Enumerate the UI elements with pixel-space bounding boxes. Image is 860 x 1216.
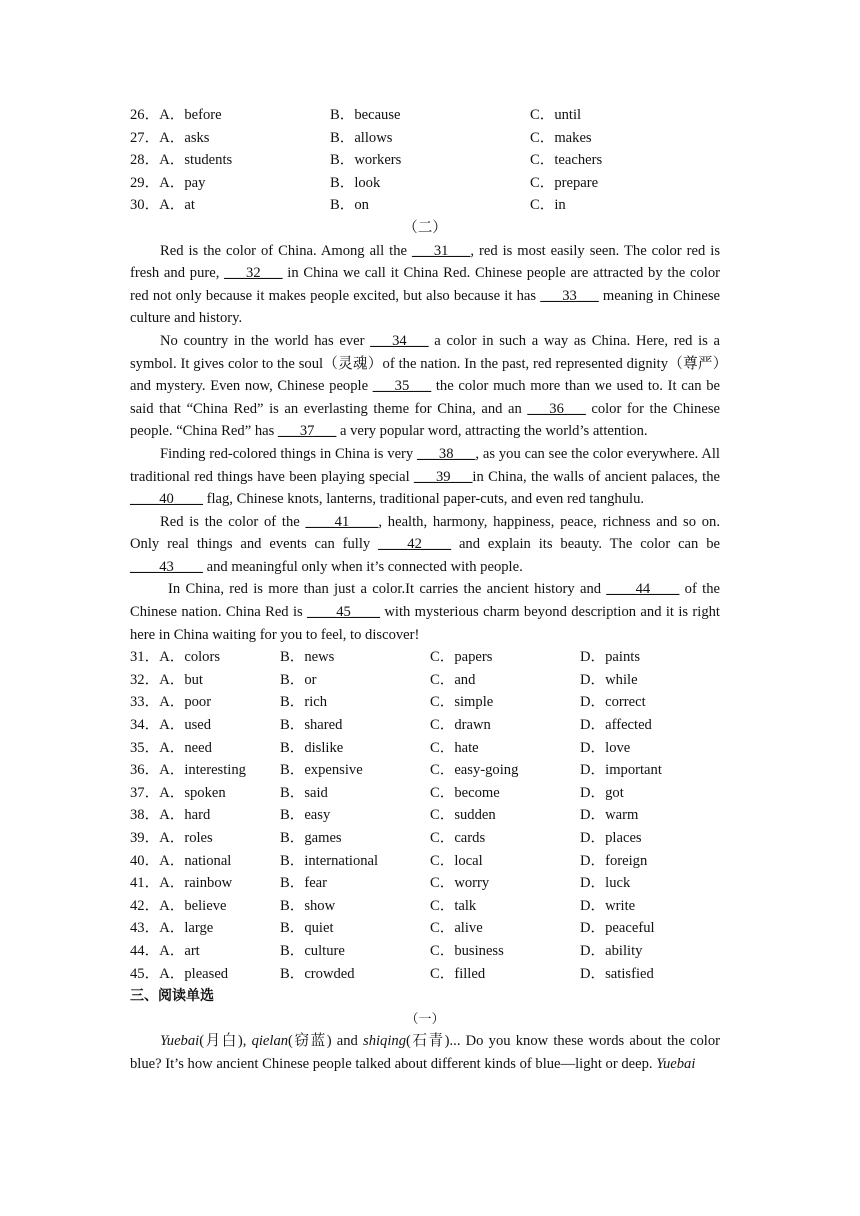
blank-35: ___35___ [372, 378, 432, 395]
blank-43: ____43____ [130, 558, 203, 575]
passage-paragraph-2: No country in the world has ever ___34___ a color in such a way as China. Here, red is a symbol. It gives color to the soul（灵魂）of the nation. In the past, red represented dignity（尊严）and mystery. Even now, Chinese people ___35___ the color much more than we used to. It can be said that “China Red” is an everlasting theme for China, and an ___36___ color for the Chinese people. “China Red” has ___37___ a very popular word, attracting the world’s attention. [130, 332, 720, 440]
passage-paragraph-3: Finding red-colored things in China is very ___38___, as you can see the color everywhere. All traditional red things have been playing special ___39___in China, the walls of ancient palaces, the ____40____ flag, Chinese knots, lanterns, traditional paper-cuts, and even red tanghulu. [130, 445, 720, 508]
option-row-26: 26．A．before B．because C．until [130, 107, 582, 123]
options-26-30 [130, 104, 720, 217]
passage-paragraph-4: Red is the color of the ____41____, health, harmony, happiness, peace, richness and so on. Only real things and events can fully ____42____ and explain its beauty. The color can be ____43____ and meaningful only when it’s connected with people. [130, 513, 720, 575]
option-row-34: 34．A．used B．shared C．drawn D．affected [130, 717, 652, 734]
option-row-45: 45．A．pleased B．crowded C．filled D．satisfied [130, 965, 654, 982]
option-row-35: 35．A．need B．dislike C．hate D．love [130, 739, 631, 756]
option-row-40: 40．A．national B．international C．local D．foreign [130, 852, 648, 869]
option-row-33: 33．A．poor B．rich C．simple D．correct [130, 694, 646, 711]
option-row-37: 37．A．spoken B．said C．become D．got [130, 784, 624, 801]
option-row-43: 43．A．large B．quiet C．alive D．peaceful [130, 920, 655, 937]
option-row-29: 29．A．pay B．look C．prepare [130, 174, 599, 191]
reading-paragraph-1: Yuebai(月白), qielan(窃蓝) and shiqing(石青)... Do you know these words about the color blue? It’s how ancient Chinese people talked about different kinds of blue—light or deep. Yuebai [130, 1033, 720, 1072]
option-row-39: 39．A．roles B．games C．cards D．places [130, 830, 642, 846]
blank-38: ___38___ [417, 445, 476, 462]
option-row-42: 42．A．believe B．show C．talk D．write [130, 897, 636, 914]
blank-34: ___34___ [370, 332, 429, 349]
blank-40: ____40____ [130, 491, 203, 508]
blank-41: ____41____ [305, 513, 379, 530]
option-row-27: 27．A．asks B．allows C．makes [130, 129, 592, 146]
options-31-45 [130, 646, 720, 985]
option-row-28: 28．A．students B．workers C．teachers [130, 152, 603, 169]
blank-36: ___36___ [527, 400, 586, 417]
document-page [130, 104, 720, 1076]
blank-37: ___37___ [277, 423, 337, 440]
blank-44: ____44____ [606, 581, 680, 598]
option-row-38: 38．A．hard B．easy C．sudden D．warm [130, 807, 639, 824]
blank-32: ___32___ [224, 265, 283, 282]
option-row-32: 32．A．but B．or C．and D．while [130, 671, 638, 688]
blank-33: ___33___ [540, 287, 599, 304]
blank-31: ___31___ [411, 242, 471, 259]
blank-42: ____42____ [378, 536, 452, 553]
passage-paragraph-5: In China, red is more than just a color.It carries the ancient history and ____44____ of the Chinese nation. China Red is ____45____ with mysterious charm beyond description and it is right here in China waiting for you to feel, to discover! [130, 581, 720, 643]
passage-paragraph-1: Red is the color of China. Among all the ___31___, red is most easily seen. The color red is fresh and pure, ___32___ in China we call it China Red. Chinese people are attracted by the color red not only because it makes people excited, but also because it has ___33___ meaning in Chinese culture and history. [130, 242, 720, 327]
option-row-30: 30．A．at B．on C．in [130, 197, 566, 214]
section-3-heading: 三、阅读单选 [130, 988, 214, 1005]
option-row-44: 44．A．art B．culture C．business D．ability [130, 942, 643, 959]
option-row-36: 36．A．interesting B．expensive C．easy-going D．important [130, 762, 662, 779]
section-3-subheading: （一） [405, 1010, 445, 1026]
section-2-heading: （二） [403, 219, 447, 236]
blank-45: ____45____ [307, 604, 381, 621]
blank-39: ___39___ [414, 468, 473, 485]
option-row-41: 41．A．rainbow B．fear C．worry D．luck [130, 875, 631, 892]
option-row-31: 31．A．colors B．news C．papers D．paints [130, 649, 640, 666]
